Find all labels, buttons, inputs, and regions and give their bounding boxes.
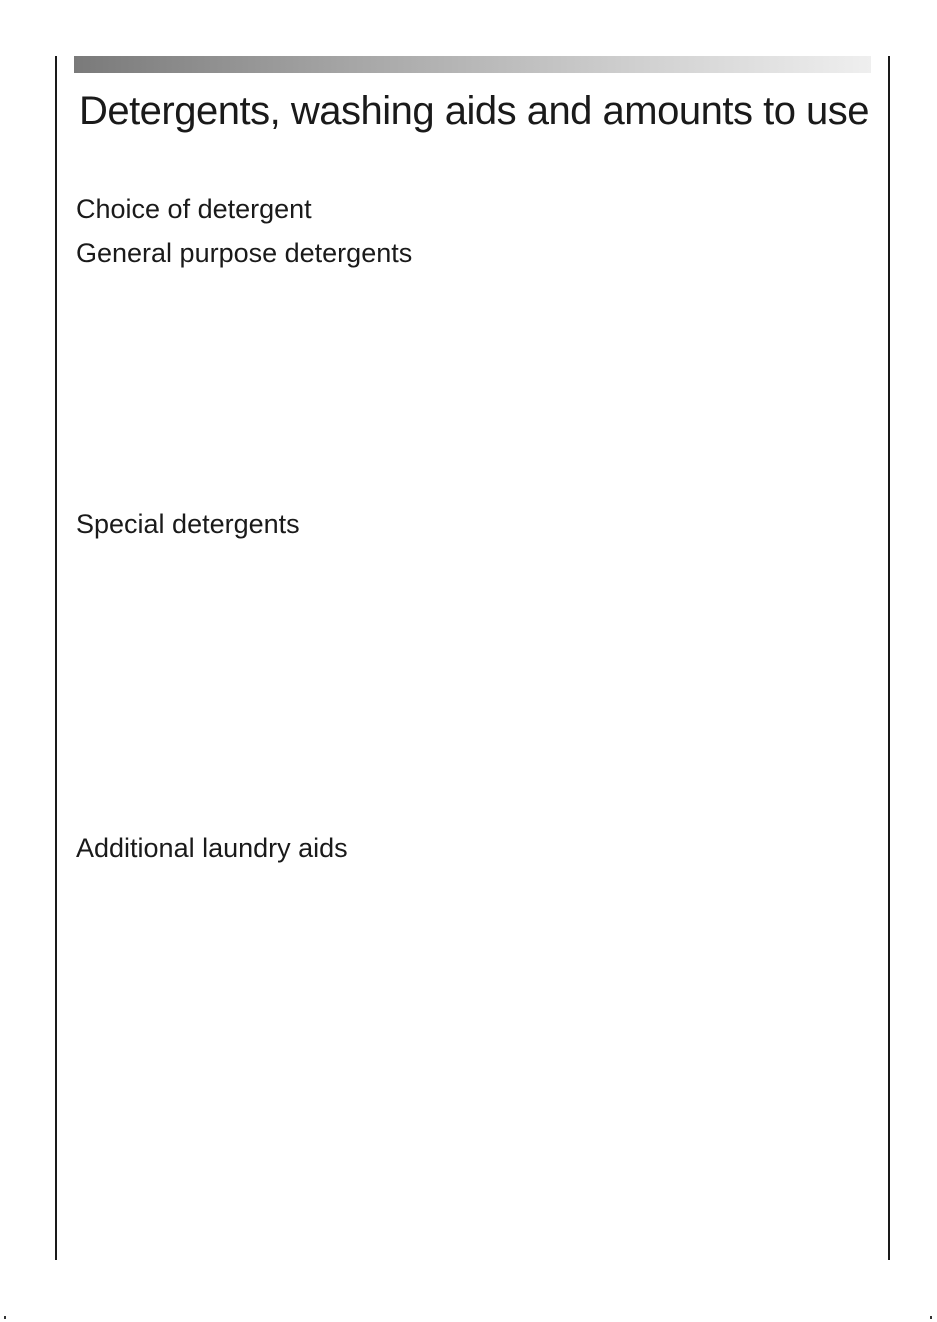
right-margin-rule	[888, 56, 890, 1260]
page-title: Detergents, washing aids and amounts to use	[78, 89, 870, 133]
heading-special-detergents: Special detergents	[76, 509, 300, 539]
heading-general-purpose-detergents: General purpose detergents	[76, 238, 413, 268]
crop-mark-bottom-right	[930, 1316, 932, 1319]
header-gradient-bar	[74, 56, 871, 73]
heading-additional-laundry-aids: Additional laundry aids	[76, 833, 348, 863]
left-margin-rule	[55, 56, 57, 1260]
heading-choice-of-detergent: Choice of detergent	[76, 194, 312, 224]
crop-mark-bottom-left	[4, 1316, 6, 1319]
